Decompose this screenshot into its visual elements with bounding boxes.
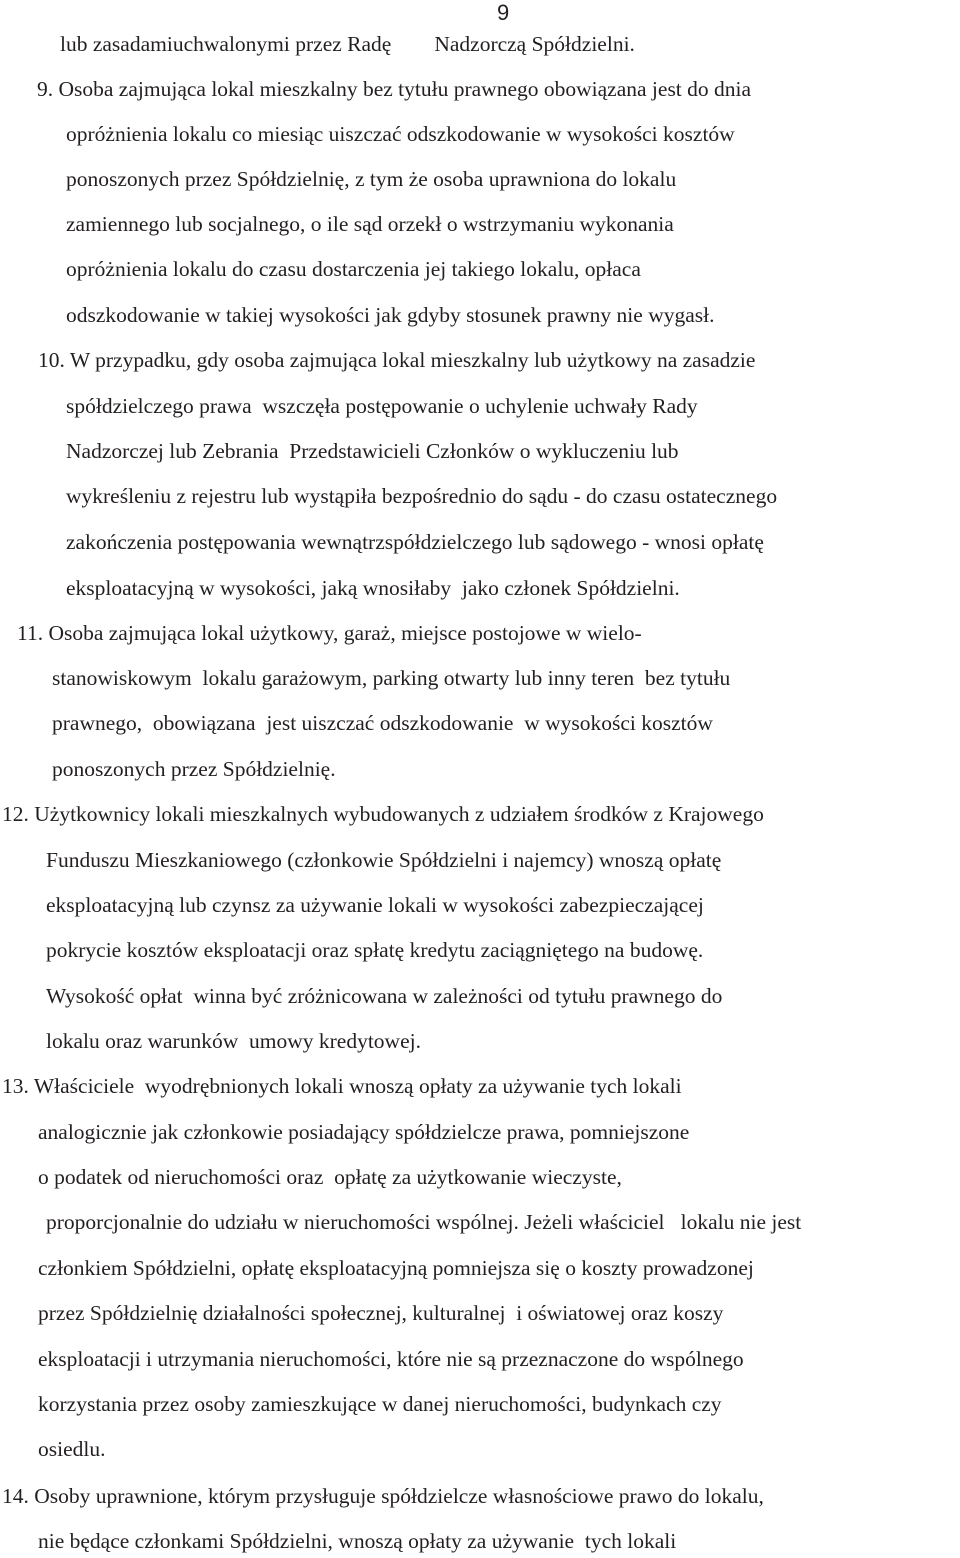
text-line: opróżnienia lokalu do czasu dostarczenia jej takiego lokalu, opłaca xyxy=(66,257,641,281)
text-line: 13. Właściciele wyodrębnionych lokali wnoszą opłaty za używanie tych lokali xyxy=(2,1074,682,1098)
text-line: 12. Użytkownicy lokali mieszkalnych wybudowanych z udziałem środków z Krajowego xyxy=(2,802,764,826)
text-line: ponoszonych przez Spółdzielnię. xyxy=(52,757,336,781)
text-line: eksploatacyjną lub czynsz za używanie lokali w wysokości zabezpieczającej xyxy=(46,893,704,917)
text-line: spółdzielczego prawa wszczęła postępowanie o uchylenie uchwały Rady xyxy=(66,394,698,418)
text-line: nie będące członkami Spółdzielni, wnoszą opłaty za używanie tych lokali xyxy=(38,1529,677,1553)
text-line: eksploatacji i utrzymania nieruchomości, które nie są przeznaczone do wspólnego xyxy=(38,1347,744,1371)
text-line: lub zasadamiuchwalonymi przez Radę Nadzorczą Spółdzielni. xyxy=(60,32,635,56)
text-line: odszkodowanie w takiej wysokości jak gdyby stosunek prawny nie wygasł. xyxy=(66,303,715,327)
text-line: Wysokość opłat winna być zróżnicowana w zależności od tytułu prawnego do xyxy=(46,984,723,1008)
text-line: Funduszu Mieszkaniowego (członkowie Spółdzielni i najemcy) wnoszą opłatę xyxy=(46,848,722,872)
text-line: 11. Osoba zajmująca lokal użytkowy, garaż, miejsce postojowe w wielo- xyxy=(17,621,642,645)
text-line: członkiem Spółdzielni, opłatę eksploatacyjną pomniejsza się o koszty prowadzonej xyxy=(38,1256,754,1280)
text-line: Nadzorczej lub Zebrania Przedstawicieli Członków o wykluczeniu lub xyxy=(66,439,679,463)
text-line: wykreśleniu z rejestru lub wystąpiła bezpośrednio do sądu - do czasu ostatecznego xyxy=(66,484,778,508)
text-line: o podatek od nieruchomości oraz opłatę za użytkowanie wieczyste, xyxy=(38,1165,622,1189)
text-line: 14. Osoby uprawnione, którym przysługuje spółdzielcze własnościowe prawo do lokalu, xyxy=(2,1484,764,1508)
text-line: prawnego, obowiązana jest uiszczać odszkodowanie w wysokości kosztów xyxy=(52,711,713,735)
text-line: 10. W przypadku, gdy osoba zajmująca lokal mieszkalny lub użytkowy na zasadzie xyxy=(38,348,756,372)
text-line: zamiennego lub socjalnego, o ile sąd orzekł o wstrzymaniu wykonania xyxy=(66,212,674,236)
text-line: osiedlu. xyxy=(38,1437,106,1461)
text-line: lokalu oraz warunków umowy kredytowej. xyxy=(46,1029,421,1053)
text-line: opróżnienia lokalu co miesiąc uiszczać odszkodowanie w wysokości kosztów xyxy=(66,122,735,146)
text-line: analogicznie jak członkowie posiadający spółdzielcze prawa, pomniejszone xyxy=(38,1120,690,1144)
text-line: ponoszonych przez Spółdzielnię, z tym że osoba uprawniona do lokalu xyxy=(66,167,677,191)
text-line: stanowiskowym lokalu garażowym, parking otwarty lub inny teren bez tytułu xyxy=(52,666,731,690)
text-line: zakończenia postępowania wewnątrzspółdzielczego lub sądowego - wnosi opłatę xyxy=(66,530,764,554)
text-line: proporcjonalnie do udziału w nieruchomości wspólnej. Jeżeli właściciel lokalu nie jest xyxy=(46,1210,802,1234)
page-number: 9 xyxy=(497,0,510,25)
text-line: korzystania przez osoby zamieszkujące w danej nieruchomości, budynkach czy xyxy=(38,1392,722,1416)
text-line: 9. Osoba zajmująca lokal mieszkalny bez tytułu prawnego obowiązana jest do dnia xyxy=(37,77,752,101)
text-line: pokrycie kosztów eksploatacji oraz spłatę kredytu zaciągniętego na budowę. xyxy=(46,938,704,962)
text-line: przez Spółdzielnię działalności społecznej, kulturalnej i oświatowej oraz koszy xyxy=(38,1301,724,1325)
text-line: eksploatacyjną w wysokości, jaką wnosiłaby jako członek Spółdzielni. xyxy=(66,576,680,600)
